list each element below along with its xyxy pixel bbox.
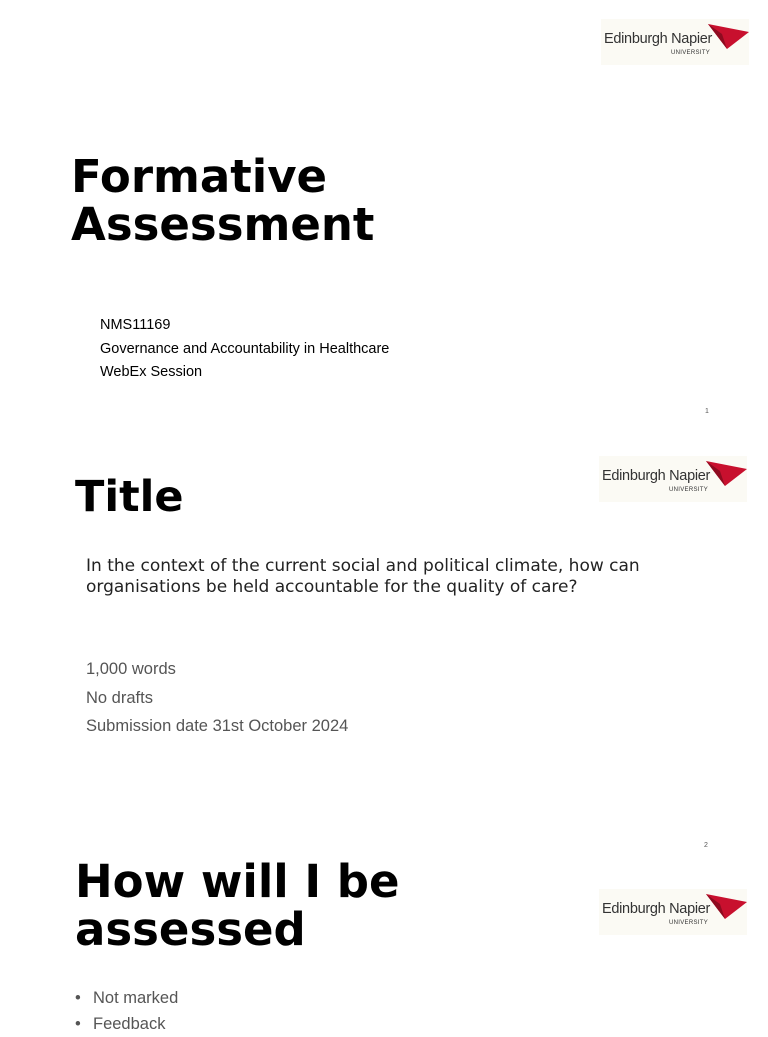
title-line-2: Assessment <box>71 198 375 252</box>
slide-title <box>75 855 400 957</box>
essay-question: In the context of the current social and political climate, how can organisations be held accountable for the quality of care? <box>86 556 640 597</box>
session-type: WebEx Session <box>100 364 203 380</box>
list-item <box>75 985 178 1011</box>
slide-subtitle <box>100 314 389 385</box>
assessment-bullets <box>75 985 178 1037</box>
module-code: NMS11169 <box>100 317 171 333</box>
list-item <box>75 1011 178 1037</box>
bullet-text: Feedback <box>93 1015 166 1033</box>
slide-3 <box>0 855 768 1033</box>
bullet-text: Not marked <box>93 989 179 1007</box>
university-logo <box>599 456 747 502</box>
title-line-1: How will I be <box>75 855 400 908</box>
word-count: 1,000 words <box>86 660 176 678</box>
university-logo <box>601 19 749 65</box>
logo-arrow-icon <box>706 457 748 487</box>
slide-1 <box>0 0 768 434</box>
slide-title: Title <box>75 472 184 522</box>
bullet-icon: • <box>75 989 81 1007</box>
bullet-icon: • <box>75 1015 81 1033</box>
title-line-1: Formative <box>71 150 328 203</box>
page-number: 1 <box>705 408 709 415</box>
logo-arrow-icon <box>708 20 750 50</box>
university-logo <box>599 889 747 935</box>
module-name: Governance and Accountability in Healthcare <box>100 340 390 357</box>
slide-title <box>71 150 375 252</box>
submission-date: Submission date 31st October 2024 <box>86 717 349 735</box>
logo-name: Edinburgh Napier <box>604 31 713 47</box>
assignment-details <box>86 655 348 741</box>
logo-name: Edinburgh Napier <box>602 468 711 484</box>
logo-subtitle: UNIVERSITY <box>669 487 709 493</box>
title-line-2: assessed <box>75 903 306 957</box>
logo-subtitle: UNIVERSITY <box>669 920 709 926</box>
slide-2 <box>0 434 768 868</box>
logo-subtitle: UNIVERSITY <box>671 50 711 56</box>
logo-name: Edinburgh Napier <box>602 901 711 917</box>
logo-arrow-icon <box>706 890 748 920</box>
drafts-note: No drafts <box>86 688 153 707</box>
page-number: 2 <box>704 842 708 849</box>
